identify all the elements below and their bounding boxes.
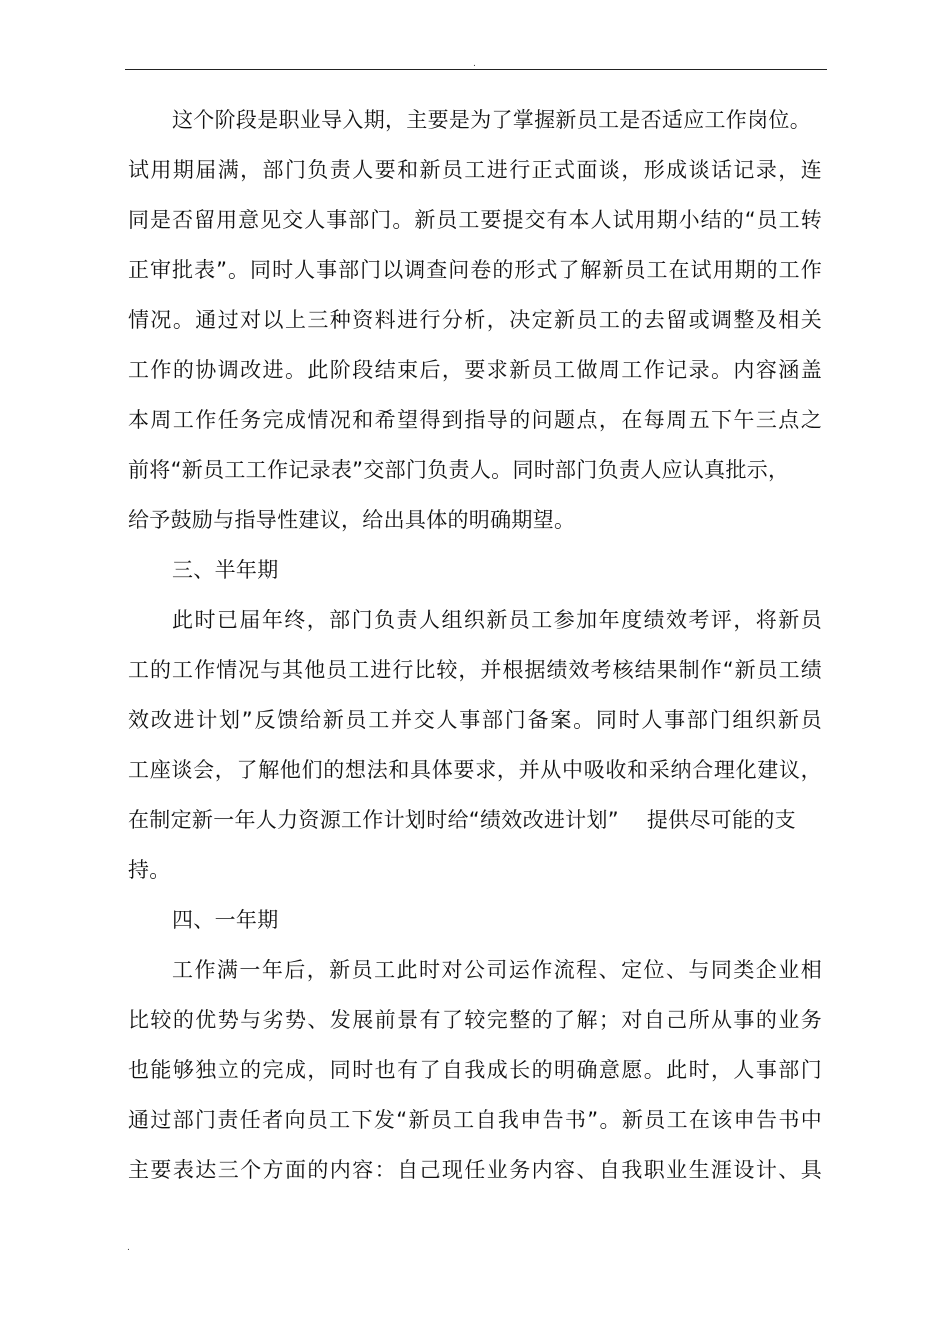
paragraph-line: 持。 [128,858,171,882]
header-mark: . [473,59,476,69]
footer-mark: . [127,1243,130,1253]
paragraph-line: 情况。通过对以上三种资料进行分析，决定新员工的去留或调整及相关 [128,308,822,332]
paragraph-line: 本周工作任务完成情况和希望得到指导的问题点，在每周五下午三点之 [128,408,822,432]
paragraph-line: 同是否留用意见交人事部门。新员工要提交有本人试用期小结的“员工转 [128,208,822,232]
paragraph-line: 工座谈会，了解他们的想法和具体要求，并从中吸收和采纳合理化建议， [128,758,822,782]
paragraph-line: 工作的协调改进。此阶段结束后，要求新员工做周工作记录。内容涵盖 [128,358,822,382]
paragraph-line: 这个阶段是职业导入期，主要是为了掌握新员工是否适应工作岗位。 [172,108,811,132]
paragraph-line: 试用期届满，部门负责人要和新员工进行正式面谈，形成谈话记录，连 [128,158,822,182]
section-heading: 四、一年期 [172,908,279,932]
paragraph-line: 给予鼓励与指导性建议，给出具体的明确期望。 [128,508,576,532]
paragraph-line: 也能够独立的完成，同时也有了自我成长的明确意愿。此时，人事部门 [128,1058,822,1082]
paragraph-line: 比较的优势与劣势、发展前景有了较完整的了解；对自己所从事的业务 [128,1008,822,1032]
paragraph-line: 前将“新员工工作记录表”交部门负责人。同时部门负责人应认真批示， [128,458,790,482]
paragraph-line: 此时已届年终，部门负责人组织新员工参加年度绩效考评，将新员 [172,608,822,632]
header-rule [125,69,827,70]
paragraph-line: 工的工作情况与其他员工进行比较，并根据绩效考核结果制作“新员工绩 [128,658,822,682]
paragraph-line: 在制定新一年人力资源工作计划时给“绩效改进计划” 提供尽可能的支 [128,808,796,832]
paragraph-line: 工作满一年后，新员工此时对公司运作流程、定位、与同类企业相 [172,958,822,982]
paragraph-line: 主要表达三个方面的内容：自己现任业务内容、自我职业生涯设计、具 [128,1158,822,1182]
paragraph-line: 效改进计划”反馈给新员工并交人事部门备案。同时人事部门组织新员 [128,708,822,732]
paragraph-line: 通过部门责任者向员工下发“新员工自我申告书”。新员工在该申告书中 [128,1108,822,1132]
section-heading: 三、半年期 [172,558,279,582]
paragraph-line: 正审批表”。同时人事部门以调查问卷的形式了解新员工在试用期的工作 [128,258,822,282]
